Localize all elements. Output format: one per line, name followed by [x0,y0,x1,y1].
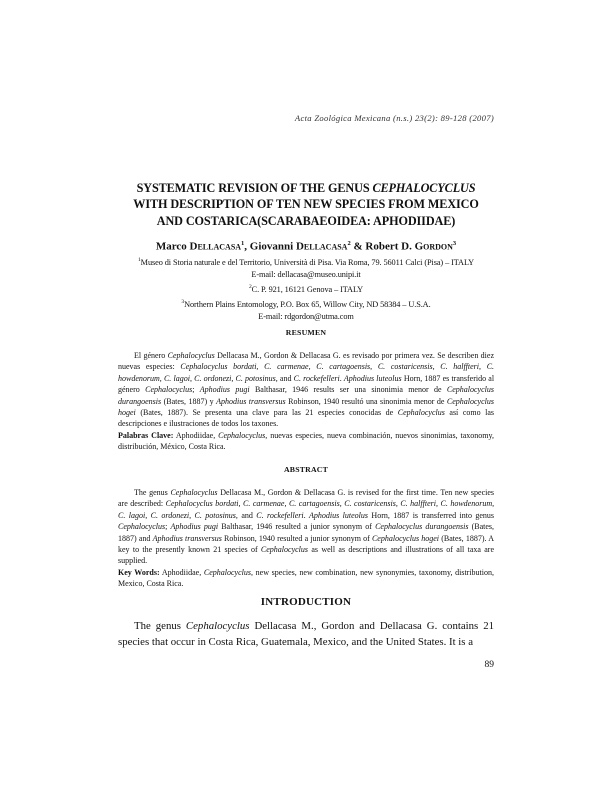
resumen-keywords: Palabras Clave: Aphodiidae, Cephalocyclus, nuevas especies, nueva combinación, nuevos sinonimias, taxonomy, distribución, México, Costa Rica. [118,430,494,452]
title-line-3: AND COSTARICA(SCARABAEOIDEA: APHODIIDAE) [156,213,456,228]
author-1-surname: Dellacasa [189,240,242,253]
title-line-2: WITH DESCRIPTION OF TEN NEW SPECIES FROM MEXICO [133,197,479,212]
page-number: 89 [484,660,494,670]
author-list: Marco Dellacasa$^1$, Giovanni Dellacasa$^2$ & Robert D. Gordon$^3$ [155,240,457,253]
resumen-body [118,350,494,453]
resumen-paragraph: El género Cephalocyclus Dellacasa M., Gordon & Dellacasa G. es revisado por primera vez. Se describen diez nuevas especies: Cephalocyclus bordati, C. carmenae, C. cartagoensis, C. costaricensis, C. halffteri, C. howdenorum, C. lagoi, C. ordonezi, C. potosinus, and C. rockefelleri. Aphodius luteolus Horn, 1887 es transferido al género Cephalocyclus; Aphodius pugi Balthasar, 1946 results ser una sinonimia menor de Cephalocyclus durangoensis (Bates, 1887) y Aphodius transversus Robinson, 1940 resultó una sinonimia menor de Cephalocyclus hogei (Bates, 1887). Se presenta una clave para las 21 especies conocidas de Cephalocyclus así como las descripciones e ilustraciones de todos los taxones. [118,351,495,429]
introduction-paragraph: The genus Cephalocyclus Dellacasa M., Gordon and Dellacasa G. contains 21 species that occur in Costa Rica, Guatemala, Mexico, and the United States. It is a [118,620,494,648]
abstract-paragraph: The genus Cephalocyclus Dellacasa M., Gordon & Dellacasa G. is revised for the first time. Ten new species are described: Cephalocyclus bordati, C. carmenae, C. cartagoensis, C. costaricensis, C. halffteri, C. howdenorum, C. lagoi, C. ordonezi, C. potosinus, and C. rockefelleri. Aphodius luteolus Horn, 1887 is transferred into genus Cephalocyclus; Aphodius pugi Balthasar, 1946 resulted a junior synonym of Cephalocyclus durangoensis (Bates, 1887) and Aphodius transversus Robinson, 1940 resulted a junior synonym of Cephalocyclus hogei (Bates, 1887). A key to the presently known 21 species of Cephalocyclus as well as descriptions and illustrations of all taxa are supplied. [118,488,495,566]
abstract-keywords: Key Words: Aphodiidae, Cephalocyclus, new species, new combination, new synonymies, taxonomy, distribution, Mexico, Costa Rica. [118,567,495,589]
abstract-body [118,487,494,590]
affiliation-3: $^3$Northern Plains Entomology, P.O. Box 65, Willow City, ND 58384 – U.S.A. [181,299,431,309]
title-line-1: SYSTEMATIC REVISION OF THE GENUS CEPHALOCYCLUS [136,181,476,195]
journal-citation: Acta Zoológica Mexicana (n.s.) 23(2): 89-128 (2007) [294,113,494,123]
affiliation-2: $^2$C. P. 921, 16121 Genova – ITALY [249,284,363,294]
author-3-surname: Gordon [414,240,453,253]
paper-title [110,180,502,229]
affiliation-3-email[interactable]: E-mail: rdgordon@utma.com [258,312,354,322]
abstract-heading: ABSTRACT [283,465,329,474]
affiliation-1: $^1$Museo di Storia naturale e del Territorio, Università di Pisa. Via Roma, 79. 56011 Calci (Pisa) – ITALY [138,257,474,267]
affiliations [100,254,512,323]
author-2-surname: Dellacasa [295,240,348,253]
introduction-heading: INTRODUCTION [260,596,352,608]
title-genus: CEPHALOCYCLUS [372,181,476,195]
affiliation-1-email[interactable]: E-mail: dellacasa@museo.unipi.it [251,269,361,279]
resumen-heading: RESUMEN [285,328,327,337]
